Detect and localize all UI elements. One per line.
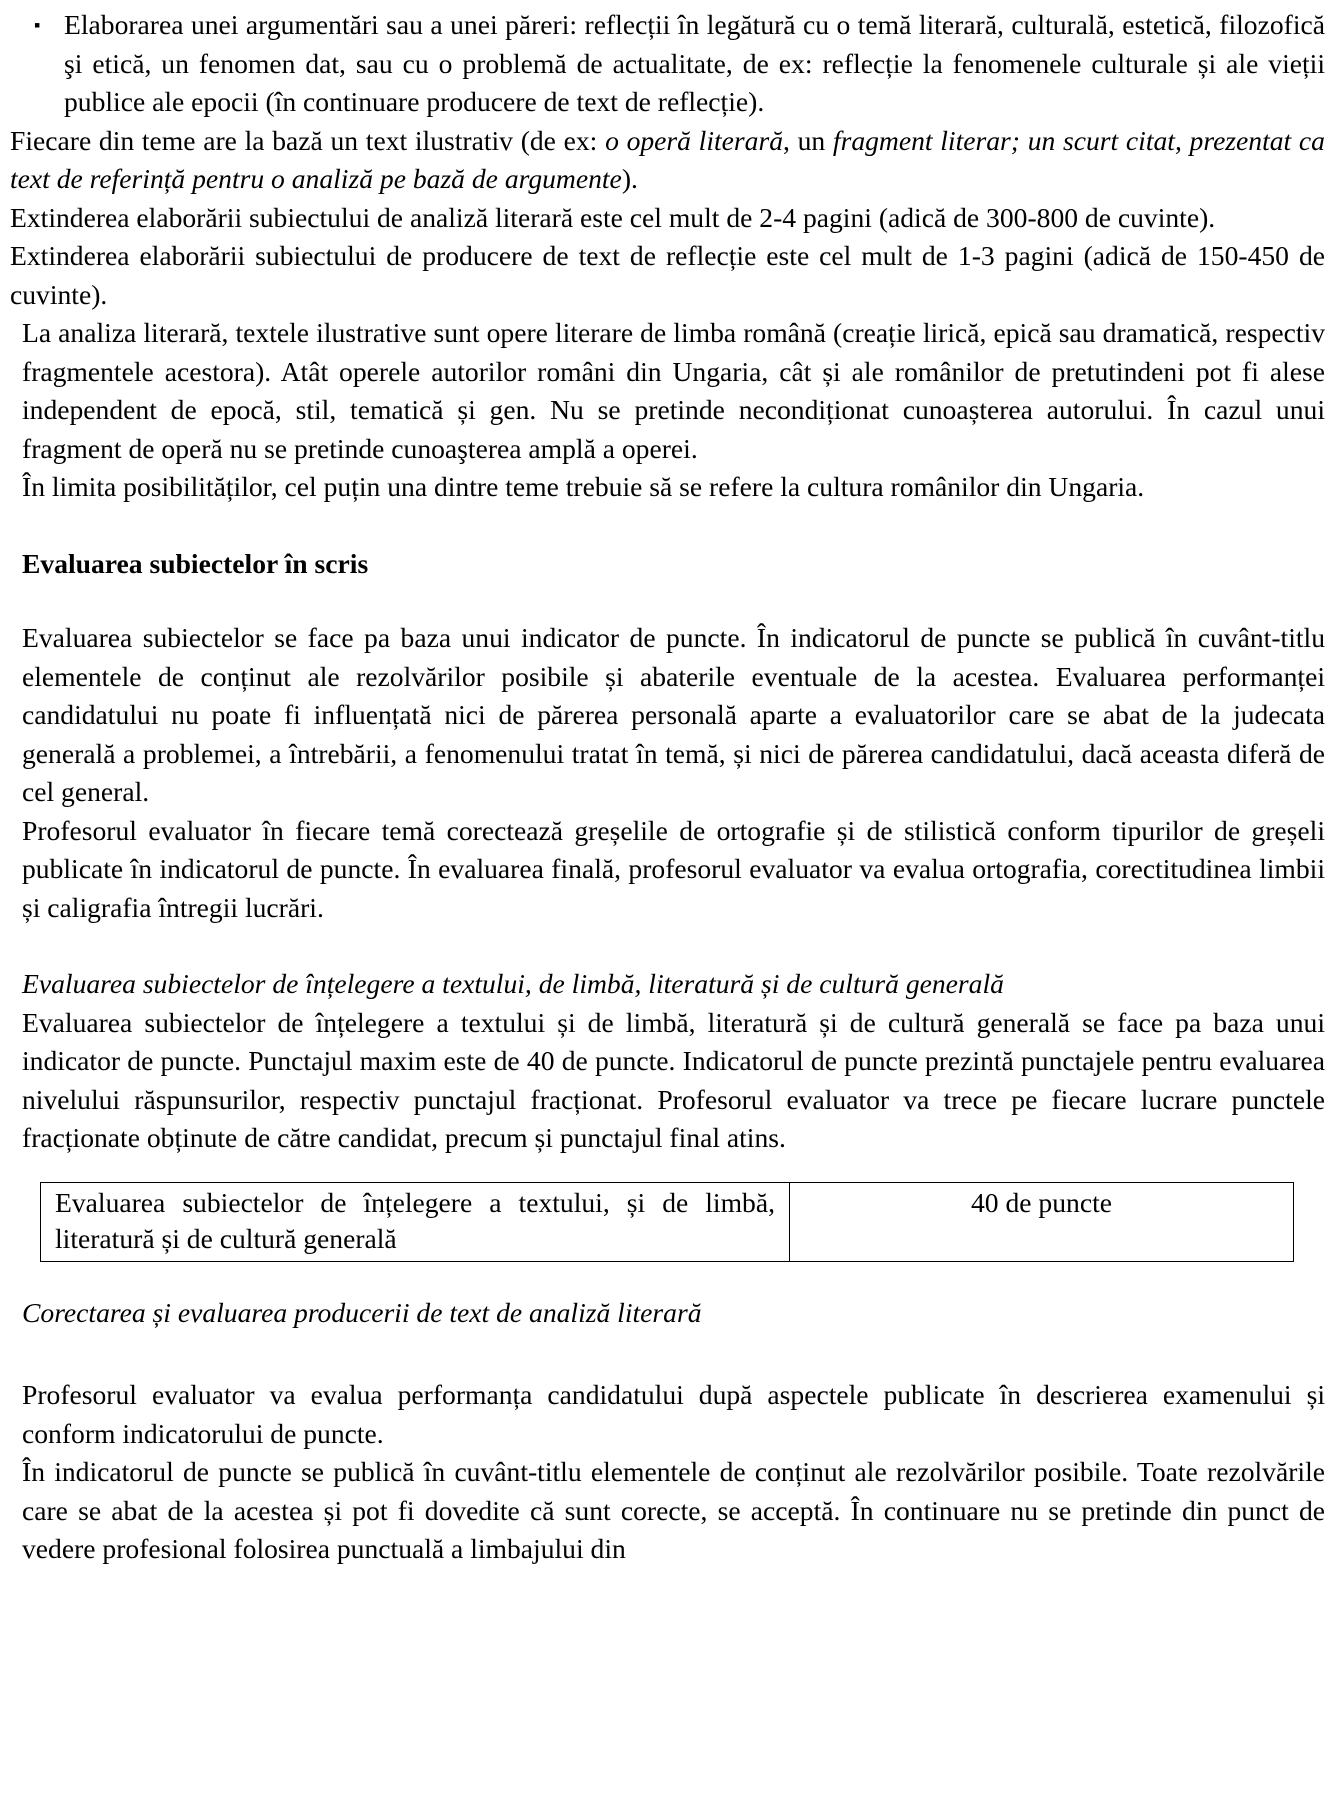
table-row [41, 1182, 1294, 1261]
table-cell-subject: Evaluarea subiectelor de înțelegere a textului, și de limbă, literatură și de cultură generală [41, 1182, 790, 1261]
table-cell-points: 40 de puncte [790, 1182, 1294, 1261]
italic-literary-fragment: fragment literar; un scurt citat, prezentat ca text de referință pentru o analiză pe bază de argumente [10, 124, 1325, 194]
illustrative-text-suffix: ). [621, 163, 638, 194]
paragraph-evaluator-corrections: Profesorul evaluator în fiecare temă corectează greșelile de ortografie și de stilistică conform tipurilor de greșeli publicate în indicatorul de puncte. În evaluarea finală, profesorul evaluator va evalua ortografia, corectitudinea limbii și caligrafia întregii lucrări. [22, 814, 1325, 923]
subheading-text-comprehension: Evaluarea subiectelor de înțelegere a textului, de limbă, literatură și de cultură generală [22, 968, 1004, 999]
illustrative-text-prefix: Fiecare din teme are la bază un text ilustrativ (de ex: [10, 124, 606, 156]
points-table [40, 1182, 1294, 1262]
paragraph-possible-solutions: În indicatorul de puncte se publică în cuvânt-titlu elementele de conținut ale rezolvărilor posibile. Toate rezolvările care se abat de la acestea și pot fi dovedite că sunt corecte, se acceptă. În continuare nu se pretinde din punct de vedere profesional folosirea punctuală a limbajului din [22, 1456, 1325, 1564]
bullet-list-item [10, 6, 1325, 122]
paragraph-evaluator-performance: Profesorul evaluator va evalua performanța candidatului după aspectele publicate în descrierea examenului și conform indicatorului de puncte. [22, 1379, 1325, 1449]
square-bullet-icon: ▪ [34, 15, 41, 35]
illustrative-text-separator: , un [783, 124, 833, 156]
paragraph-evaluation-indicator: Evaluarea subiectelor se face pa baza unui indicator de puncte. În indicatorul de puncte se publică în cuvânt-titlu elementele de conținut ale rezolvărilor posibile și abaterile eventuale de la acestea. Evaluarea performanței candidatului nu poate fi influențată nici de părerea personală aparte a evaluatorilor care se abat de la judecata generală a problemei, a întrebării, a fenomenului tratat în temă, și nici de părerea candidatului, dacă aceasta diferă de cel general. [22, 622, 1325, 807]
paragraph-analysis-length: Extinderea elaborării subiectului de analiză literară este cel mult de 2-4 pagini (adică de 300-800 de cuvinte). [10, 201, 1216, 233]
section-heading-written-evaluation: Evaluarea subiectelor în scris [22, 547, 369, 579]
paragraph-reflection-length: Extinderea elaborării subiectului de producere de text de reflecție este cel mult de 1-3 pagini (adică de 150-450 de cuvinte). [10, 240, 1325, 310]
paragraph-romanian-culture: În limita posibilităților, cel puțin una dintre teme trebuie să se refere la cultura românilor din Ungaria. [22, 471, 1145, 502]
paragraph-comprehension-scoring: Evaluarea subiectelor de înțelegere a textului și de limbă, literatură și de cultură generală se face pa baza unui indicator de puncte. Punctajul maxim este de 40 de puncte. Indicatorul de puncte prezintă punctajele pentru evaluarea nivelului răspunsurilor, respectiv punctajul fracționat. Profesorul evaluator va trece pe fiecare lucrare punctele fracționate obținute de către candidat, precum și punctajul final atins. [22, 1006, 1325, 1153]
paragraph-illustrative-works: La analiza literară, textele ilustrative sunt opere literare de limba română (creație lirică, epică sau dramatică, respectiv fragmentele acestora). Atât operele autorilor români din Ungaria, cât și ale românilor de pretutindeni pot fi alese independent de epocă, stil, tematică și gen. Nu se pretinde necondiționat cunoașterea autorului. În cazul unui fragment de operă nu se pretinde cunoaşterea amplă a operei. [22, 317, 1325, 464]
paragraph-illustrative-text [10, 122, 1325, 199]
paragraph-reflection-text: Elaborarea unei argumentări sau a unei păreri: reflecții în legătură cu o temă literară, culturală, estetică, filozofică şi etică, un fenomen dat, sau cu o problemă de actualitate, de ex: reflecție la fenomenele culturale și ale vieții publice ale epocii (în continuare producere de text de reflecție). [64, 9, 1325, 117]
subheading-literary-analysis: Corectarea și evaluarea producerii de text de analiză literară [22, 1296, 702, 1328]
italic-literary-work: o operă literară [605, 124, 783, 156]
